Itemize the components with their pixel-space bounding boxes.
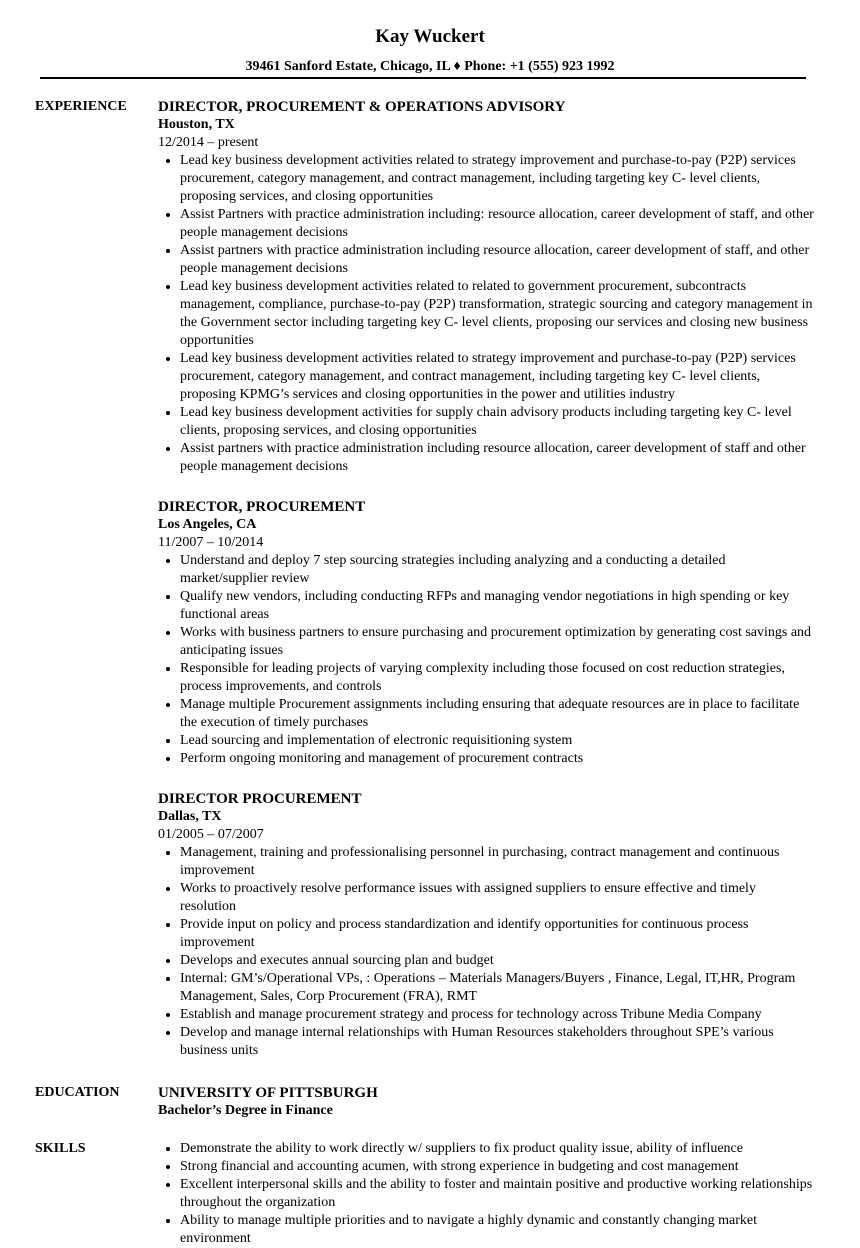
bullet-item: • Excellent interpersonal skills and the ability to foster and maintain positive and productive working relationships throughout the organization: [180, 1176, 815, 1212]
skills-body: [158, 1140, 815, 1248]
bullet-item: • Establish and manage procurement strategy and process for technology across Tribune Media Company: [180, 1006, 815, 1024]
school-name: UNIVERSITY OF PITTSBURGH: [158, 1085, 378, 1101]
job-dates: 01/2005 – 07/2007: [158, 827, 264, 842]
education-body: [158, 1084, 815, 1120]
bullet-item: • Lead key business development activities related to strategy improvement and purchase-to-pay (P2P) services procurement, category management, and contract management, including targeting key C- level clients, proposing services, and closing opportunities: [180, 152, 815, 206]
bullet-item: • Develops and executes annual sourcing plan and budget: [180, 952, 815, 970]
education-section: [35, 1084, 815, 1120]
job-location: Dallas, TX: [158, 809, 222, 824]
job-entry: [158, 790, 815, 1060]
bullet-item: • Internal: GM’s/Operational VPs, : Operations – Materials Managers/Buyers , Finance, Legal, IT,HR, Program Management, Sales, Corp Procurement (FRA), RMT: [180, 970, 815, 1006]
job-title: DIRECTOR PROCUREMENT: [158, 791, 362, 807]
section-label-skills: SKILLS: [35, 1141, 86, 1156]
bullet-item: • Provide input on policy and process standardization and identify opportunities for continuous process improvement: [180, 916, 815, 952]
job-title: DIRECTOR, PROCUREMENT: [158, 499, 366, 515]
bullet-item: • Strong financial and accounting acumen, with strong experience in budgeting and cost management: [180, 1158, 815, 1176]
job-bullets: [158, 552, 815, 768]
bullet-item: • Manage multiple Procurement assignments including ensuring that adequate resources are in place to facilitate the execution of timely purchases: [180, 696, 815, 732]
job-entry: [158, 498, 815, 768]
skills-bullets: [158, 1140, 815, 1248]
resume-content: [35, 98, 815, 1248]
contact-line: 39461 Sanford Estate, Chicago, IL ♦ Phone: +1 (555) 923 1992: [245, 59, 615, 74]
bullet-item: • Develop and manage internal relationships with Human Resources stakeholders throughout SPE’s various business units: [180, 1024, 815, 1060]
bullet-item: • Understand and deploy 7 step sourcing strategies including analyzing and a conducting a detailed market/supplier review: [180, 552, 815, 588]
degree: Bachelor’s Degree in Finance: [158, 1103, 333, 1118]
bullet-item: • Assist Partners with practice administration including: resource allocation, career development of staff, and other people management decisions: [180, 206, 815, 242]
bullet-item: • Lead key business development activities related to related to government procurement, subcontracts management, compliance, purchase-to-pay (P2P) transformation, strategic sourcing and category management in the Government sector including targeting key C- level clients, proposing our services and closing new business opportunities: [180, 278, 815, 350]
header-divider: [40, 77, 806, 79]
job-title: DIRECTOR, PROCUREMENT & OPERATIONS ADVISORY: [158, 99, 566, 115]
job-bullets: [158, 152, 815, 476]
bullet-item: • Lead key business development activities for supply chain advisory products including targeting key C- level clients, proposing services, and closing opportunities: [180, 404, 815, 440]
job-location: Houston, TX: [158, 117, 235, 132]
bullet-item: • Ability to manage multiple priorities and to navigate a highly dynamic and constantly changing market environment: [180, 1212, 815, 1248]
bullet-item: • Works with business partners to ensure purchasing and procurement optimization by generating cost savings and anticipating issues: [180, 624, 815, 660]
bullet-item: • Assist partners with practice administration including resource allocation, career development of staff, and other people management decisions: [180, 242, 815, 278]
experience-section: [35, 98, 815, 1060]
job-entry: [158, 98, 815, 476]
bullet-item: • Lead key business development activities related to strategy improvement and purchase-to-pay (P2P) services procurement, category management, and contract management, including targeting key C- level clients, proposing KPMG’s services and closing opportunities in the power and utilities industry: [180, 350, 815, 404]
job-location: Los Angeles, CA: [158, 517, 257, 532]
job-dates: 12/2014 – present: [158, 135, 259, 150]
section-label-experience: EXPERIENCE: [35, 99, 127, 114]
bullet-item: • Responsible for leading projects of varying complexity including those focused on cost reduction strategies, process improvements, and controls: [180, 660, 815, 696]
experience-list: [158, 98, 815, 1060]
bullet-item: • Management, training and professionalising personnel in purchasing, contract management and continuous improvement: [180, 844, 815, 880]
skills-section: [35, 1140, 815, 1248]
job-dates: 11/2007 – 10/2014: [158, 535, 264, 550]
bullet-item: • Assist partners with practice administration including resource allocation, career development of staff and other people management decisions: [180, 440, 815, 476]
candidate-name: Kay Wuckert: [375, 26, 485, 47]
bullet-item: • Perform ongoing monitoring and management of procurement contracts: [180, 750, 815, 768]
section-label-education: EDUCATION: [35, 1085, 120, 1100]
job-bullets: [158, 844, 815, 1060]
bullet-item: • Qualify new vendors, including conducting RFPs and managing vendor negotiations in high spending or key functional areas: [180, 588, 815, 624]
bullet-item: • Works to proactively resolve performance issues with assigned suppliers to ensure effective and timely resolution: [180, 880, 815, 916]
bullet-item: • Lead sourcing and implementation of electronic requisitioning system: [180, 732, 815, 750]
bullet-item: • Demonstrate the ability to work directly w/ suppliers to fix product quality issue, ability of influence: [180, 1140, 815, 1158]
